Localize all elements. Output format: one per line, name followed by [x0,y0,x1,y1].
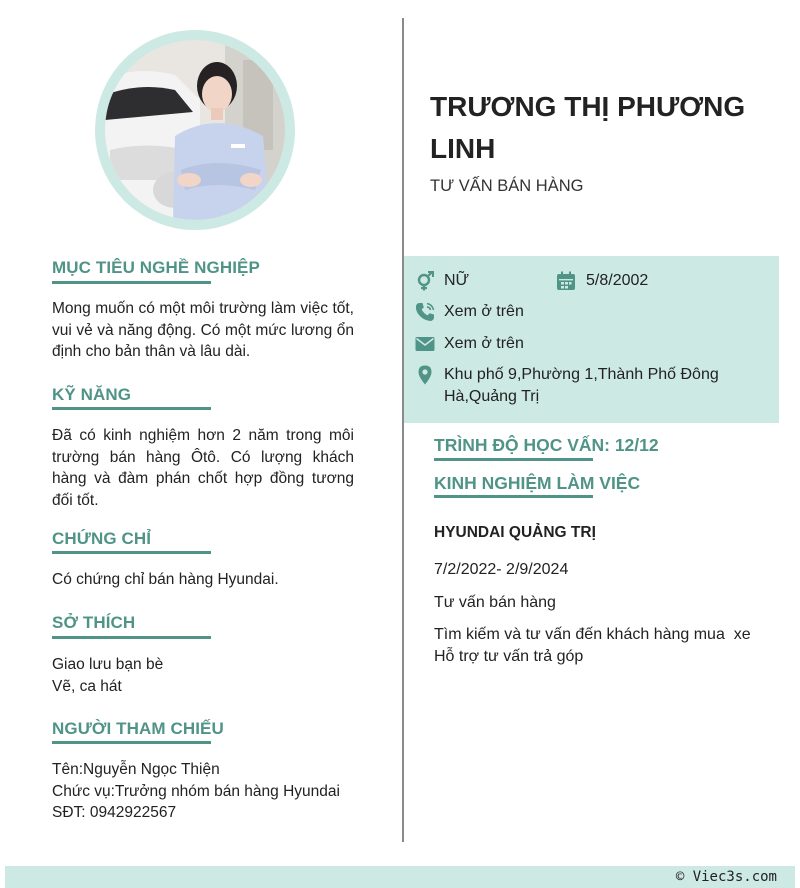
objective-underline [52,281,211,284]
full-name: TRƯƠNG THỊ PHƯƠNG LINH [430,91,746,164]
email-value: Xem ở trên [444,335,524,352]
hobbies-heading: SỞ THÍCH [52,613,136,632]
certificates-text: Có chứng chỉ bán hàng Hyundai. [52,571,279,588]
hobbies-list [52,654,354,697]
skills-text: Đã có kinh nghiệm hơn 2 năm trong môi trường bán hàng Ôtô. Có lượng khách hàng và đàm phán chốt hợp đồng tương đối tốt. [52,427,354,509]
hobbies-underline [52,636,211,639]
gender-icon [415,271,435,291]
reference-name: Tên:Nguyễn Ngọc Thiện [52,761,220,778]
certificates-heading: CHỨNG CHỈ [52,529,152,548]
column-divider [402,18,404,842]
hobby-item: Giao lưu bạn bè [52,656,164,673]
location-icon [415,365,435,385]
gender-value: NỮ [444,272,470,289]
phone-value: Xem ở trên [444,303,524,320]
experience-underline [434,495,593,498]
birthday-value: 5/8/2002 [586,272,649,289]
calendar-icon [556,271,576,291]
phone-icon [415,302,435,322]
avatar-frame [95,30,295,230]
footer-credit: © Viec3s.com [675,869,777,885]
duty-item: Tìm kiếm và tư vấn đến khách hàng mua xe [434,626,751,643]
reference-phone: SĐT: 0942922567 [52,804,177,821]
footer-bar [5,866,795,888]
experience-position: Tư vấn bán hàng [434,594,556,611]
references-heading: NGƯỜI THAM CHIẾU [52,719,224,738]
reference-position: Chức vụ:Trưởng nhóm bán hàng Hyundai [52,782,340,800]
skills-underline [52,407,211,410]
certificates-underline [52,551,211,554]
objective-text: Mong muốn có một môi trường làm việc tốt, vui vẻ và năng động. Có một mức lương ổn định cho bản thân và lâu dài. [52,300,354,360]
avatar [105,40,285,220]
duty-item: Hỗ trợ tư vấn trả góp [434,647,584,665]
profile-photo [105,40,285,220]
education-underline [434,458,593,461]
education-heading: TRÌNH ĐỘ HỌC VẤN: 12/12 [434,435,659,455]
references-list [52,759,372,824]
experience-duties [434,624,774,667]
experience-heading: KINH NGHIỆM LÀM VIỆC [434,473,641,493]
email-icon [415,334,435,354]
experience-company: HYUNDAI QUẢNG TRỊ [434,524,596,541]
objective-heading: MỤC TIÊU NGHỀ NGHIỆP [52,258,260,277]
contact-panel [404,256,779,423]
references-underline [52,741,211,744]
job-title: TƯ VẤN BÁN HÀNG [430,177,584,195]
address-value: Khu phố 9,Phường 1,Thành Phố Đông Hà,Quảng Trị [444,366,719,405]
hobby-item: Vẽ, ca hát [52,677,122,695]
skills-heading: KỸ NĂNG [52,385,132,404]
experience-period: 7/2/2022- 2/9/2024 [434,561,569,578]
